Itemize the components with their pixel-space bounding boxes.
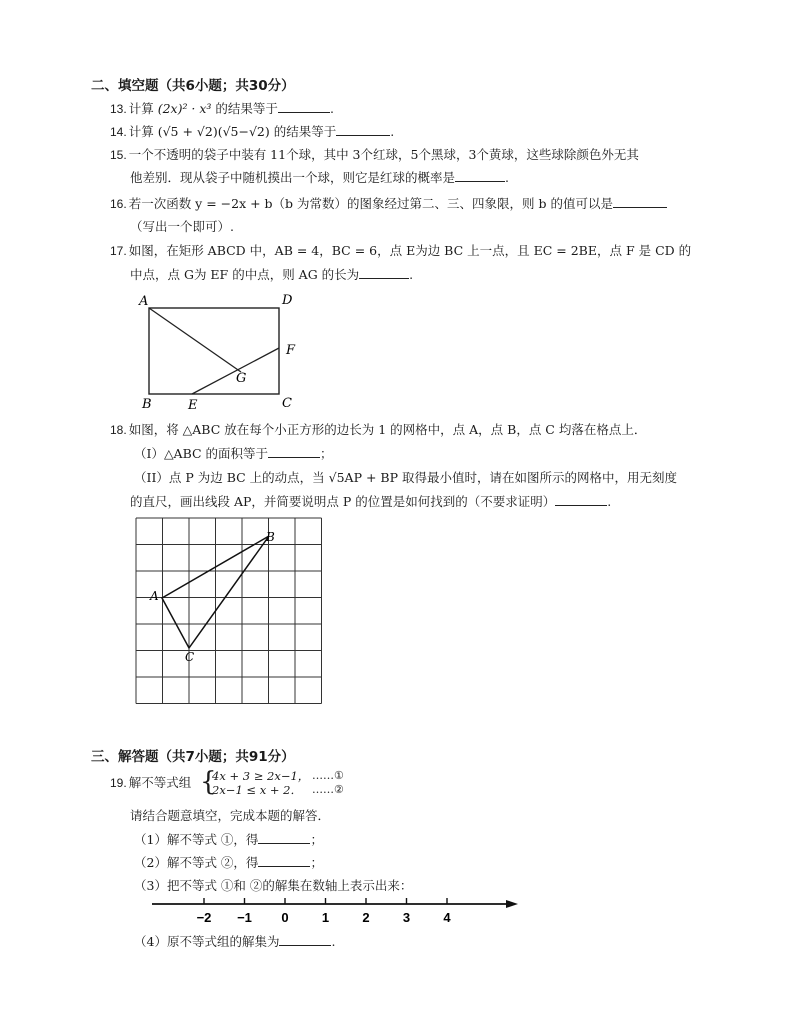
label-f: F [286,343,296,358]
brace-icon: { [200,767,217,797]
q13-pre: 计算 [128,101,154,116]
question-number: 17. [110,244,127,258]
answer-blank[interactable] [336,122,390,136]
q17-line1: 如图，在矩形 ABCD 中，AB = 4，BC = 6，点 E为边 BC 上一点，且 EC = 2BE，点 F 是 CD 的 [128,243,692,258]
q16-line1: 若一次函数 y = −2x + b（b 为常数）的图象经过第二、三、四象限，则 b 的值可以是 [128,196,613,211]
q19-step-1 [134,830,323,848]
question-number: 15. [110,148,127,162]
answer-blank[interactable] [279,932,331,946]
tag-1: ……① [312,769,344,782]
question-number: 18. [110,423,127,437]
tag-2: ……② [312,783,344,796]
q14-post: 的结果等于 [273,124,337,139]
answer-blank[interactable] [258,830,310,844]
answer-blank[interactable] [555,492,607,506]
q13-post: 的结果等于 [215,101,278,116]
q18-part2-end: . [607,494,612,509]
section-title-solutions: 三、解答题（共7小题；共91分） [91,749,295,765]
rectangle-figure [134,290,304,412]
q18-part1-end: ； [320,446,333,461]
question-number: 19. [110,776,127,790]
label-a: A [139,294,149,309]
label-b: B [266,530,275,544]
inequality-2: 2x−1 ≤ x + 2． [212,783,302,797]
q18-part-1 [134,444,333,462]
q19-step-3: （3）把不等式 ①和 ②的解集在数轴上表示出来： [134,878,413,893]
q15-end: . [505,170,509,185]
answer-blank[interactable] [359,265,409,279]
q19-intro: 请结合题意填空，完成本题的解答． [130,808,331,823]
q13-end: . [329,101,334,116]
q13-expr: (2x)² · x³ [157,101,212,116]
label-c: C [185,650,195,664]
answer-blank[interactable] [278,99,330,113]
arrow-right-icon [506,900,518,908]
q19-step-4 [134,932,335,950]
axis-tick-label: 1 [321,910,330,925]
q15-line2: 他差别．现从袋子中随机摸出一个球，则它是红球的概率是 [130,170,456,185]
q14-expr: (√5 + √2)(√5−√2) [157,124,270,139]
q19-step1-text: （1）解不等式 ①，得 [134,832,259,847]
q16-line2: （写出一个即可）. [130,219,234,234]
q15-line1: 一个不透明的袋子中装有 11个球，其中 3个红球，5个黑球，3个黄球，这些球除颜色外无其 [128,147,639,162]
number-line [148,894,523,928]
q18-part-2 [134,468,677,486]
axis-tick-label: 2 [362,910,370,925]
q19-step4-text: （4）原不等式组的解集为 [134,934,280,949]
q19-step2-end: ； [310,855,323,870]
q14-end: . [390,124,395,139]
label-g: G [236,371,247,386]
answer-blank[interactable] [268,444,320,458]
q19-step4-end: . [331,934,336,949]
q18-part2-line1: （II）点 P 为边 BC 上的动点，当 √5AP + BP 取得最小值时，请在如图所示的网格中，用无刻度 [134,470,677,485]
q14-pre: 计算 [128,124,154,139]
q18-line1: 如图，将 △ABC 放在每个小正方形的边长为 1 的网格中，点 A，点 B，点 C 均落在格点上． [128,422,647,437]
answer-blank[interactable] [455,168,505,182]
axis-tick-label: 4 [443,910,451,925]
axis-ticks [197,898,452,925]
q19-pre: 解不等式组 [128,775,192,790]
q19-step-2 [134,853,323,871]
answer-blank[interactable] [258,853,310,867]
axis-tick-label: −2 [196,910,212,925]
section-title-fill-in: 二、填空题（共6小题；共30分） [91,78,295,94]
answer-blank[interactable] [613,194,667,208]
q17-line2: 中点，点 G为 EF 的中点，则 AG 的长为 [130,267,360,282]
axis-tick-label: 0 [281,910,289,925]
q18-part-2-cont [130,492,611,510]
grid-figure [130,514,325,706]
q17-end: . [409,267,414,282]
q18-part1-text: （I）△ABC 的面积等于 [134,446,269,461]
label-a: A [150,589,159,603]
q19-step1-end: ； [310,832,323,847]
question-number: 14. [110,125,127,139]
segment-ag [149,308,241,372]
question-number: 16. [110,197,127,211]
label-d: D [282,293,293,308]
label-c: C [282,396,292,411]
label-b: B [142,397,152,412]
inequality-1: 4x + 3 ≥ 2x−1， [212,769,310,783]
question-number: 13. [110,102,127,116]
q19-step2-text: （2）解不等式 ②，得 [134,855,259,870]
q18-part2-line2: 的直尺，画出线段 AP，并简要说明点 P 的位置是如何找到的（不要求证明） [130,494,556,509]
square-grid [136,518,322,704]
axis-tick-label: −1 [237,910,252,925]
label-e: E [188,398,198,412]
axis-tick-label: 3 [402,910,411,925]
